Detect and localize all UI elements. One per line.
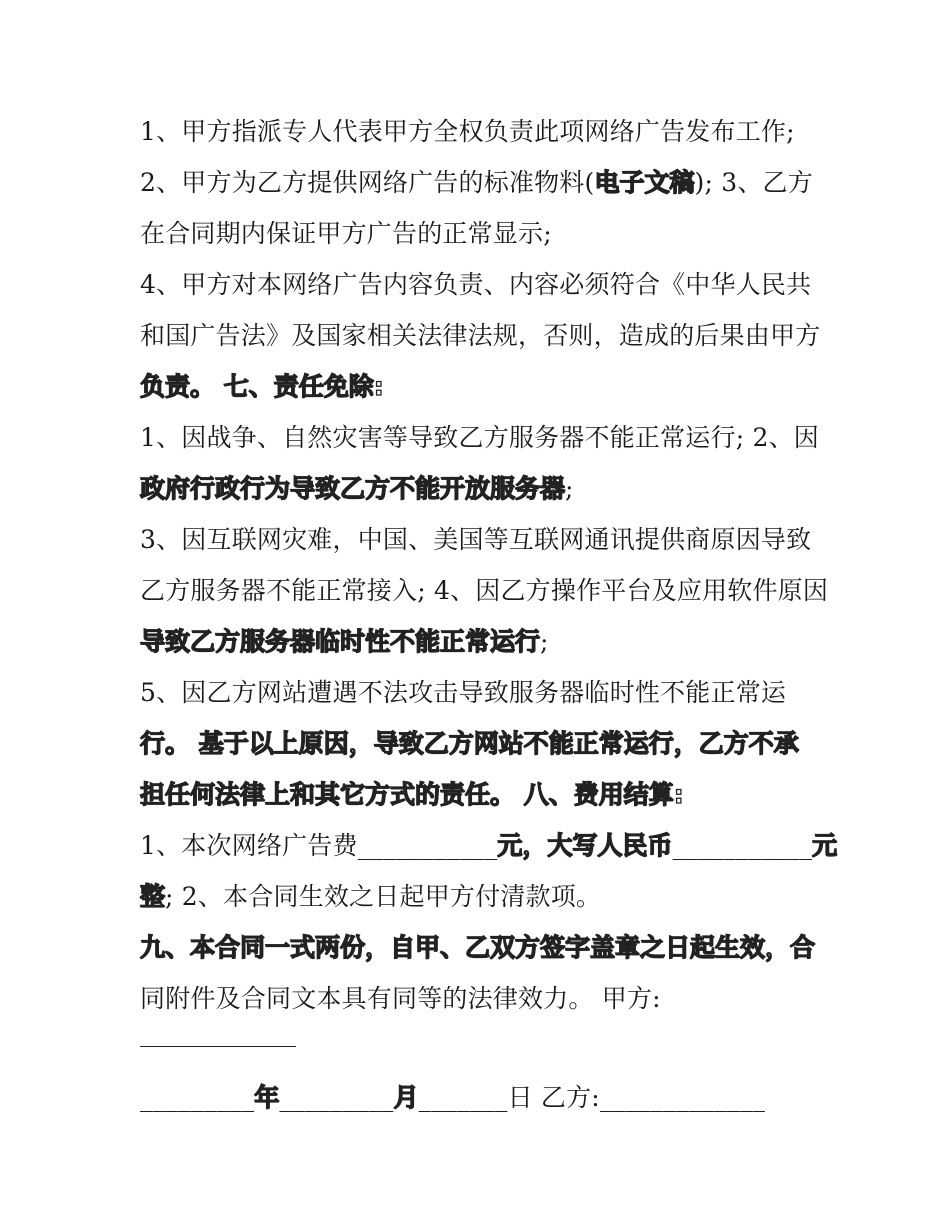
text-segment: ___________ <box>357 831 498 860</box>
outlined-text-segment: 整 <box>140 882 166 911</box>
text-segment: _______ <box>418 1083 508 1112</box>
text-segment: _________ <box>279 1083 394 1112</box>
outlined-text-segment: 元，大写人民币 <box>497 831 673 860</box>
paragraph-lines <box>140 106 838 1024</box>
text-segment: 乙方服务器不能正常接入; 4、因乙方操作平台及应用软件原因 <box>140 576 829 605</box>
text-segment: 4、甲方对本网络广告内容负责、内容必须符合《中华人民共 <box>140 270 812 299</box>
date-signature-line <box>140 1072 820 1123</box>
outlined-text-segment: 政府行政行为导致乙方不能开放服务器 <box>140 474 566 503</box>
text-line <box>140 718 820 769</box>
text-line <box>140 973 820 1024</box>
text-segment: ___________ <box>672 831 813 860</box>
text-line <box>140 463 820 514</box>
document-body <box>140 106 838 1123</box>
text-segment: 和国广告法》及国家相关法律法规，否则，造成的后果由甲方 <box>140 321 821 350</box>
text-line <box>140 208 820 259</box>
party-a-signature-line <box>140 1046 296 1047</box>
text-line <box>140 922 820 973</box>
text-line <box>140 412 820 463</box>
text-segment: 1、甲方指派专人代表甲方全权负责此项网络广告发布工作; <box>140 117 795 146</box>
text-segment: ; <box>565 474 574 503</box>
text-line <box>140 667 820 718</box>
outlined-text-segment: 担任何法律上和其它方式的责任。 八、费用结算: <box>140 780 684 809</box>
text-segment: 5、因乙方网站遭遇不法攻击导致服务器临时性不能正常运 <box>140 678 787 707</box>
text-segment: 在合同期内保证甲方广告的正常显示; <box>140 219 552 248</box>
text-line <box>140 769 820 820</box>
text-segment: 日 乙方: <box>507 1083 600 1112</box>
outlined-text-segment: 九、本合同一式两份，自甲、乙双方签字盖章之日起生效，合 <box>140 933 816 962</box>
text-segment: ; <box>540 627 549 656</box>
text-line <box>140 106 820 157</box>
text-line <box>140 157 820 208</box>
text-line <box>140 259 820 310</box>
text-line <box>140 616 820 667</box>
outlined-text-segment: 电子文稿 <box>594 168 695 197</box>
text-segment: 3、因互联网灾难，中国、美国等互联网通讯提供商原因导致 <box>140 525 812 554</box>
text-line <box>140 871 820 922</box>
outlined-text-segment: 元 <box>812 831 838 860</box>
text-line <box>140 361 820 412</box>
text-segment: 2、甲方为乙方提供网络广告的标准物料( <box>140 168 595 197</box>
text-line <box>140 565 829 616</box>
text-line <box>140 820 838 871</box>
text-segment: ; 2、本合同生效之日起甲方付清款项。 <box>165 882 602 911</box>
text-segment: ); 3、乙方 <box>694 168 813 197</box>
outlined-text-segment: 月 <box>393 1083 419 1112</box>
text-line <box>140 310 820 361</box>
outlined-text-segment: 年 <box>254 1083 280 1112</box>
outlined-text-segment: 负责。 七、责任免除: <box>140 372 384 401</box>
outlined-text-segment: 导致乙方服务器临时性不能正常运行 <box>140 627 541 656</box>
text-segment: 1、本次网络广告费 <box>140 831 358 860</box>
text-segment: 1、因战争、自然灾害等导致乙方服务器不能正常运行; 2、因 <box>140 423 819 452</box>
text-segment: _____________ <box>599 1083 766 1112</box>
outlined-text-segment: 行。 基于以上原因，导致乙方网站不能正常运行，乙方不承 <box>140 729 799 758</box>
text-segment: 同附件及合同文本具有同等的法律效力。 甲方: <box>140 984 661 1013</box>
text-segment: _________ <box>140 1083 255 1112</box>
text-line <box>140 514 820 565</box>
